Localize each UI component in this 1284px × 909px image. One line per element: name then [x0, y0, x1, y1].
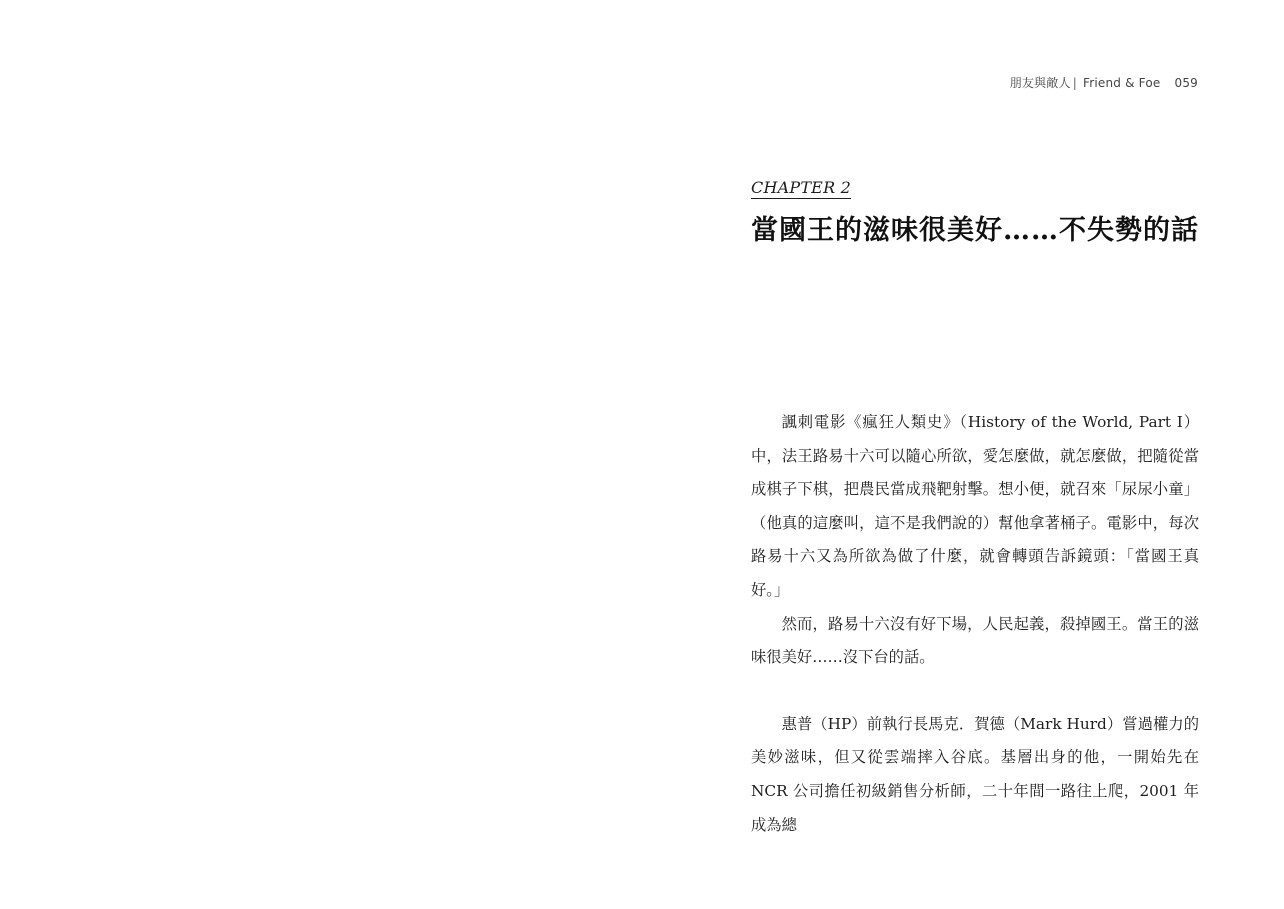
chapter-label: CHAPTER 2	[751, 178, 851, 197]
body-text	[751, 406, 1199, 842]
header-section-zh: 朋友與敵人	[1009, 76, 1071, 90]
header-section-en: Friend & Foe	[1082, 76, 1161, 90]
chapter-title: 當國王的滋味很美好……不失勢的話	[751, 215, 1199, 246]
paragraph-3: 惠普（HP）前執行長馬克．賀德（Mark Hurd）嘗過權力的美妙滋味，但又從雲端摔入谷底。基層出身的他，一開始先在 NCR 公司擔任初級銷售分析師，二十年間一路往上爬，2001 年成為總	[751, 714, 1199, 834]
right-page	[642, 0, 1284, 909]
header-separator: |	[1072, 76, 1077, 90]
paragraph-2: 然而，路易十六沒有好下場，人民起義，殺掉國王。當王的滋味很美好……沒下台的話。	[751, 614, 1199, 667]
running-header	[1010, 74, 1198, 91]
page-number: 059	[1174, 76, 1198, 90]
paragraph-gap	[751, 675, 1199, 708]
paragraph-1: 諷刺電影《瘋狂人類史》（History of the World, Part I）中，法王路易十六可以隨心所欲，愛怎麼做，就怎麼做，把隨從當成棋子下棋，把農民當成飛靶射擊。想小便，就召來「尿尿小童」（他真的這麼叫，這不是我們說的）幫他拿著桶子。電影中，每次路易十六又為所欲為做了什麼，就會轉頭告訴鏡頭：「當國王真好。」	[751, 413, 1199, 599]
